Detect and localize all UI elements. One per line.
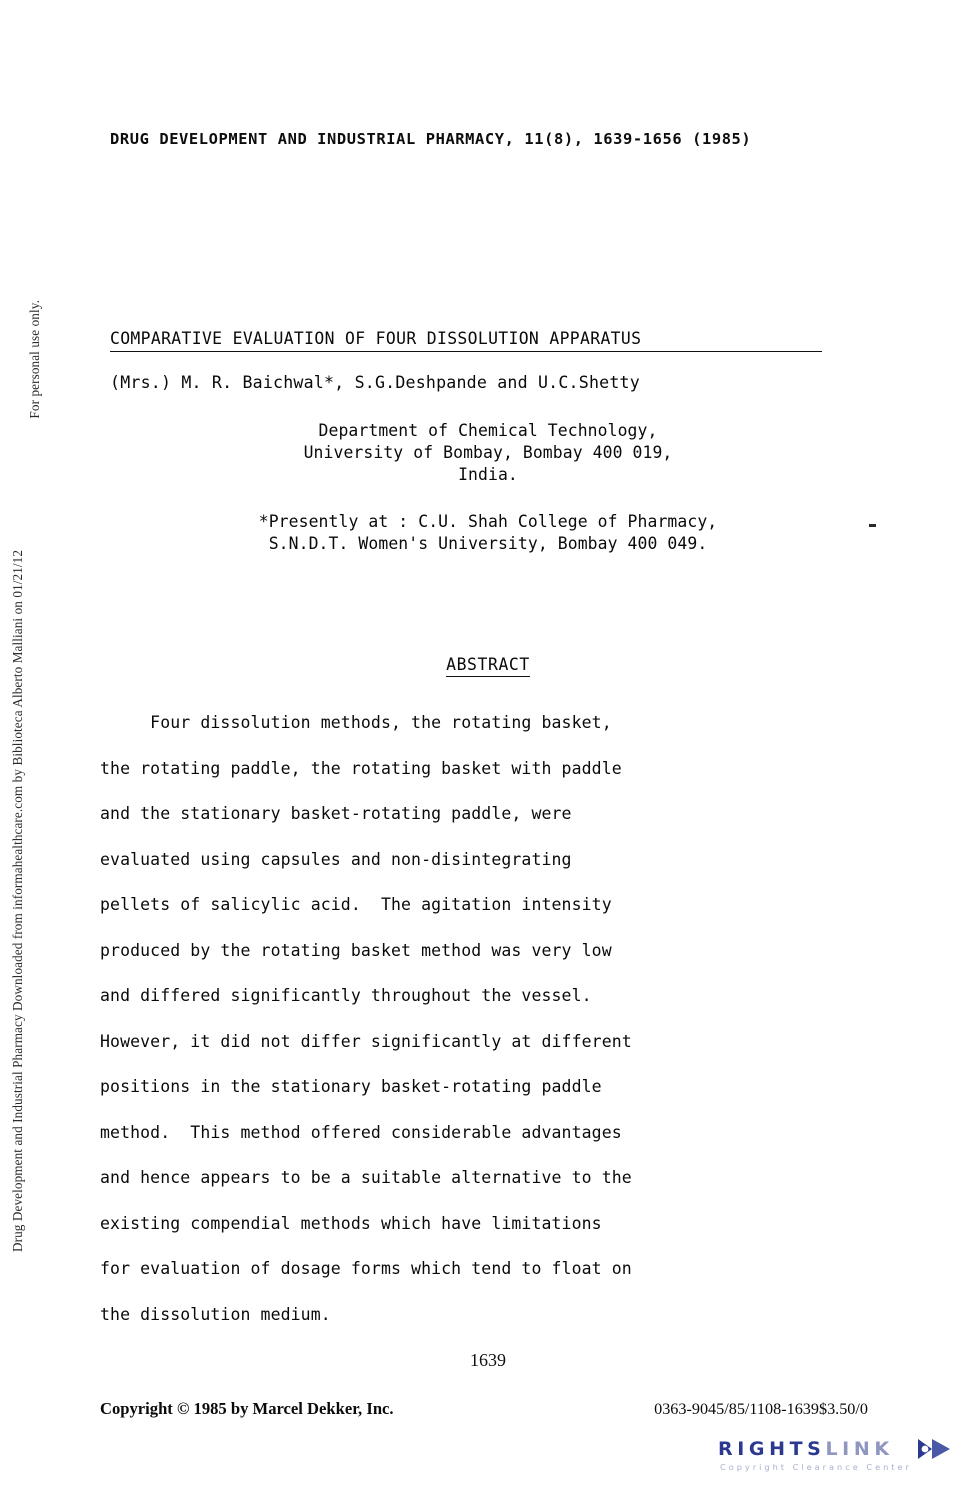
affiliation-line-3: India. <box>458 465 518 484</box>
rightslink-logo[interactable] <box>718 1438 958 1478</box>
affiliation-line-1: Department of Chemical Technology, <box>318 421 658 440</box>
watermark-source-line: Drug Development and Industrial Pharmacy Downloaded from informahealthcare.com by Biblioteca Alberto Malliani on 01/21/12 <box>10 549 25 1252</box>
abstract-heading-text: ABSTRACT <box>446 655 530 677</box>
abstract-line: and differed significantly throughout the vessel. <box>100 986 592 1005</box>
abstract-heading <box>0 655 976 674</box>
abstract-line: and hence appears to be a suitable alternative to the <box>100 1168 632 1187</box>
download-watermark <box>0 0 60 1500</box>
author-byline: (Mrs.) M. R. Baichwal*, S.G.Deshpande and U.C.Shetty <box>110 373 640 392</box>
abstract-line: produced by the rotating basket method was very low <box>100 940 612 960</box>
scan-artifact-speck <box>869 524 876 527</box>
abstract-line: Four dissolution methods, the rotating basket, <box>100 713 612 732</box>
affiliation-line-2: University of Bombay, Bombay 400 019, <box>303 443 673 462</box>
present-address-line-2: S.N.D.T. Women's University, Bombay 400 049. <box>268 534 708 553</box>
abstract-line: pellets of salicylic acid. The agitation intensity <box>100 895 612 914</box>
journal-running-head: DRUG DEVELOPMENT AND INDUSTRIAL PHARMACY, 11(8), 1639-1656 (1985) <box>110 130 752 148</box>
abstract-line: the rotating paddle, the rotating basket with paddle <box>100 758 622 778</box>
abstract-line: and the stationary basket-rotating paddle, were <box>100 804 572 823</box>
rightslink-wordmark-part2: LINK <box>825 1438 894 1460</box>
rightslink-wordmark-part1: RIGHTS <box>718 1438 826 1460</box>
rightslink-tagline: Copyright Clearance Center <box>720 1462 912 1472</box>
rightslink-wordmark <box>718 1438 894 1460</box>
abstract-line: for evaluation of dosage forms which tend to float on <box>100 1259 632 1278</box>
page-number: 1639 <box>470 1350 506 1370</box>
article-title: COMPARATIVE EVALUATION OF FOUR DISSOLUTION APPARATUS <box>110 329 822 352</box>
abstract-line: method. This method offered considerable advantages <box>100 1122 622 1142</box>
watermark-usage-line: For personal use only. <box>26 300 42 419</box>
abstract-line: existing compendial methods which have limitations <box>100 1213 602 1233</box>
abstract-line: the dissolution medium. <box>100 1304 331 1324</box>
issn-billing-code: 0363-9045/85/1108-1639$3.50/0 <box>654 1400 868 1418</box>
abstract-line: However, it did not differ significantly at different <box>100 1031 632 1051</box>
affiliation-block <box>0 420 976 486</box>
present-address-block <box>0 511 976 555</box>
copyright-notice: Copyright © 1985 by Marcel Dekker, Inc. <box>100 1399 394 1418</box>
abstract-line: evaluated using capsules and non-disintegrating <box>100 849 572 869</box>
abstract-line: positions in the stationary basket-rotating paddle <box>100 1077 602 1096</box>
rightslink-chevron-icon <box>916 1437 958 1461</box>
abstract-body <box>100 700 890 1337</box>
present-address-line-1: *Presently at : C.U. Shah College of Pharmacy, <box>258 512 718 531</box>
